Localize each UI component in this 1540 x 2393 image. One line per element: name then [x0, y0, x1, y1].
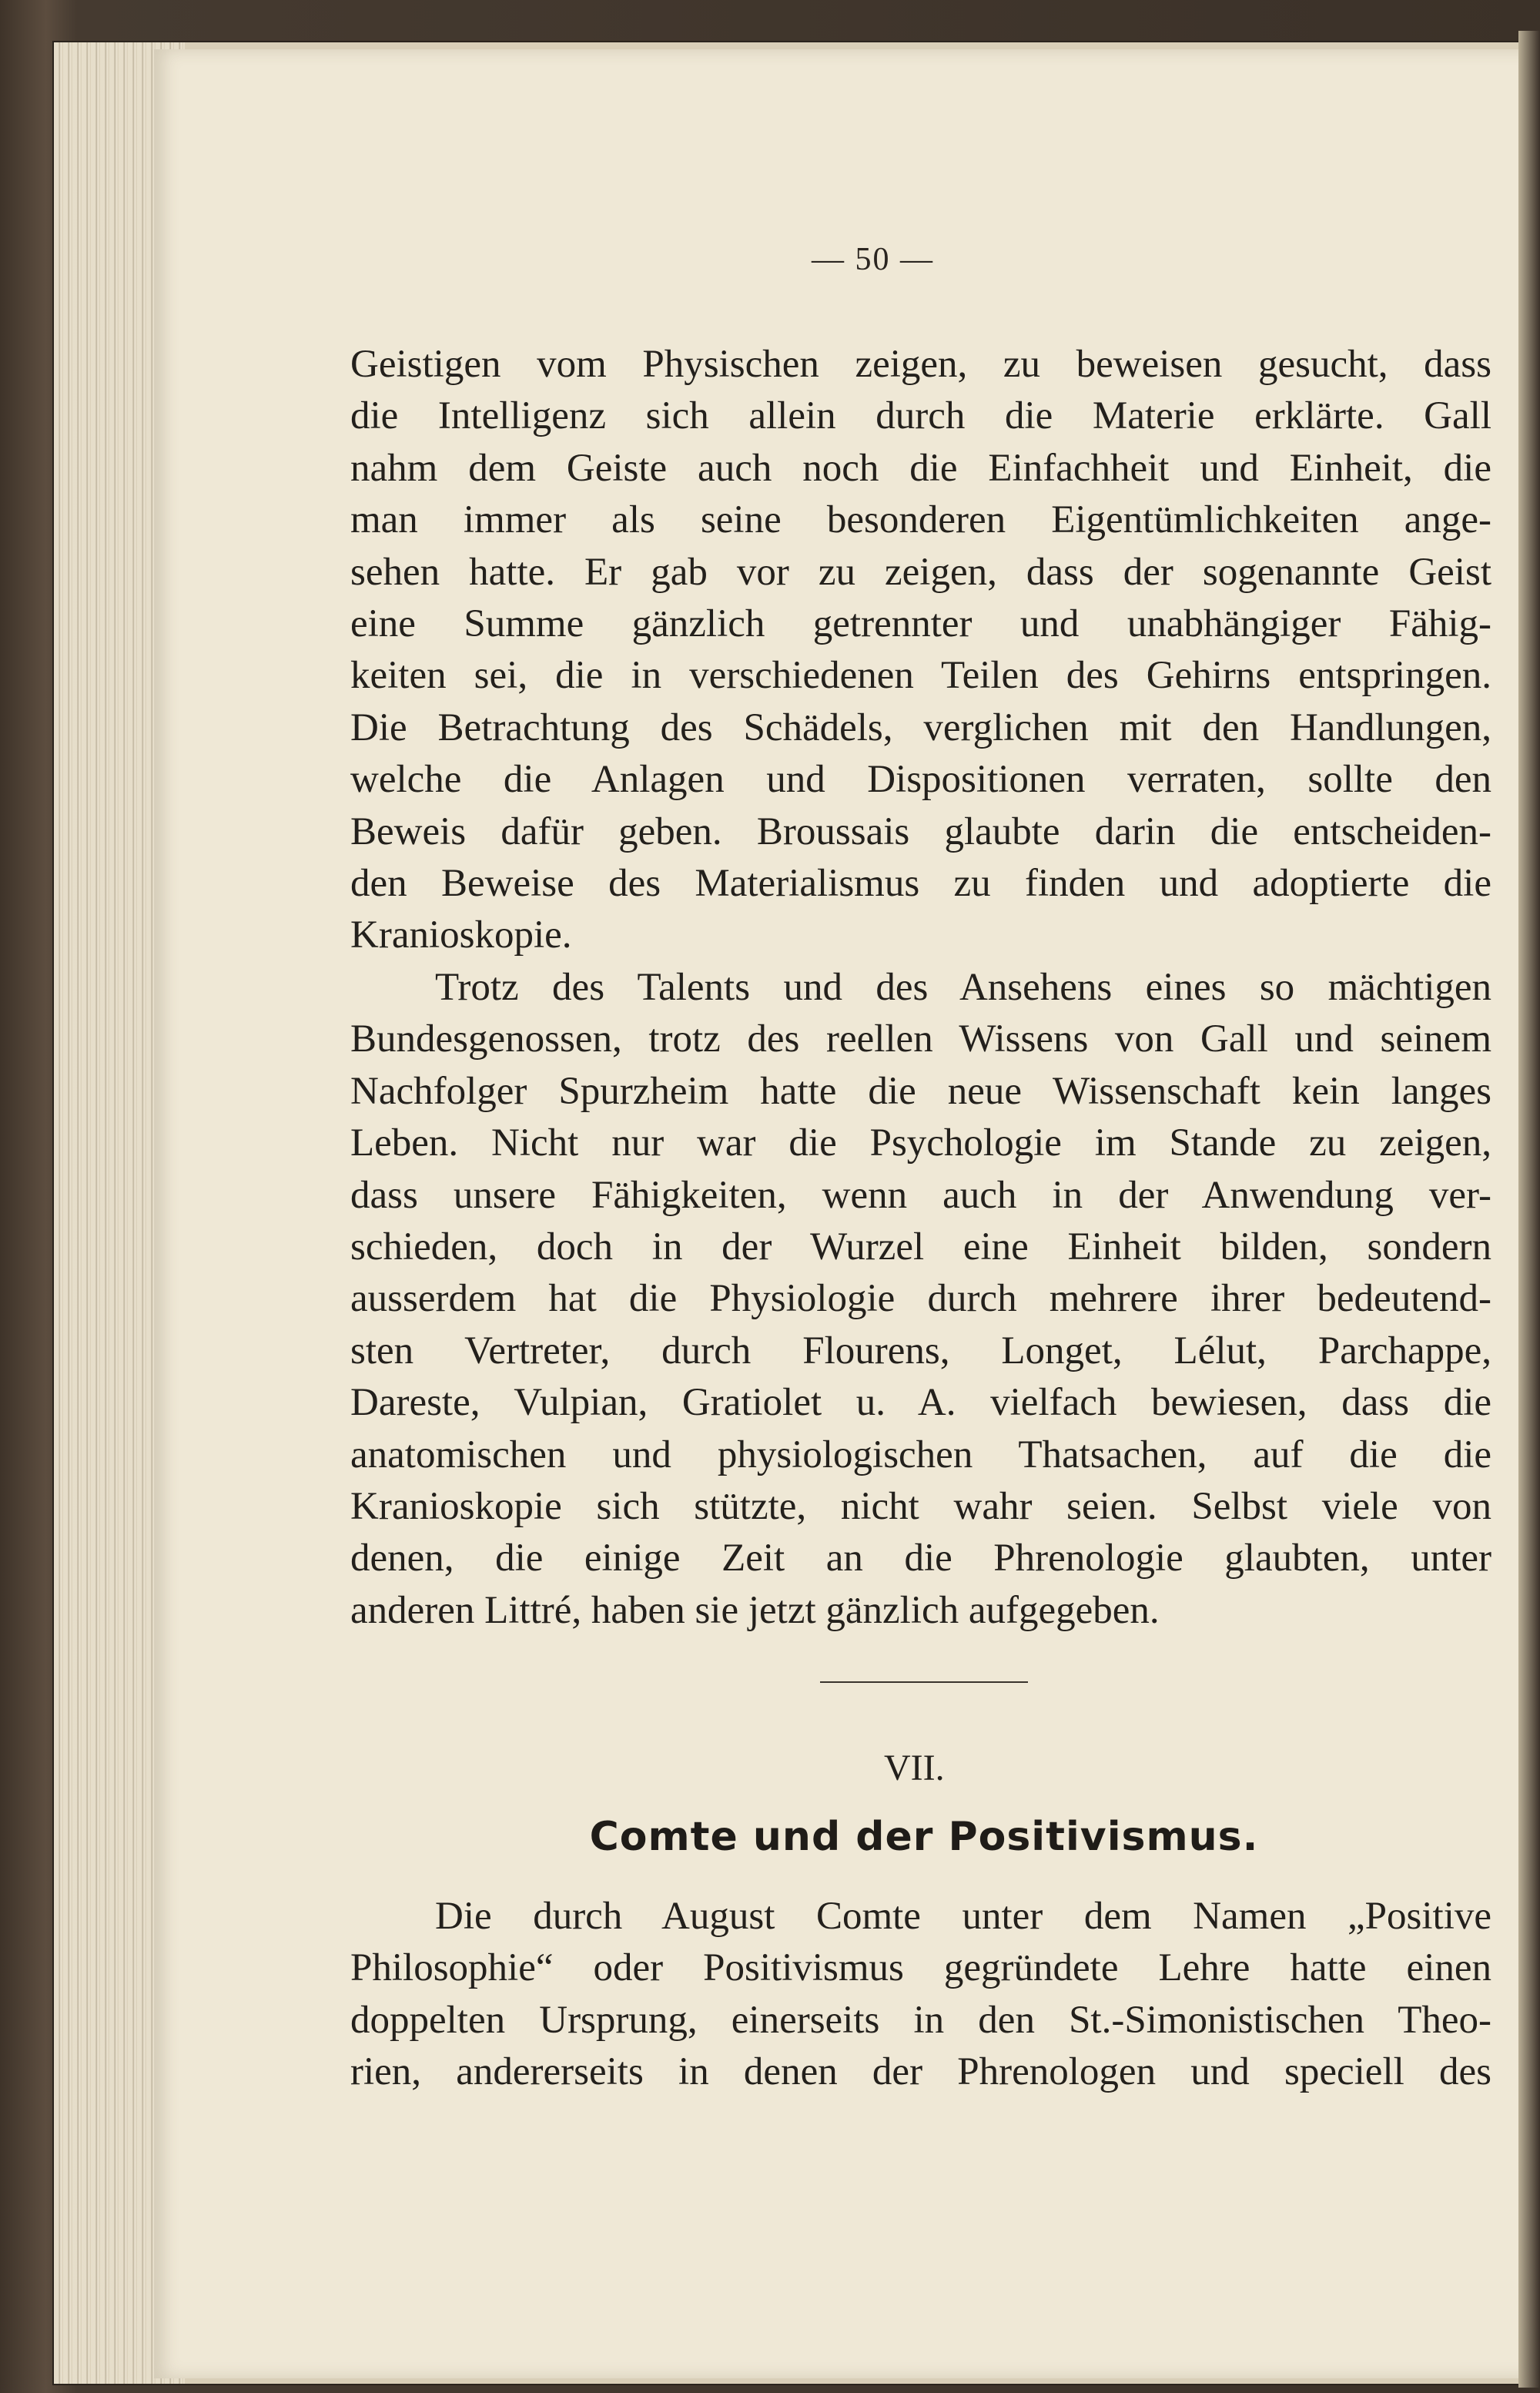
text-line: Nachfolger Spurzheim hatte die neue Wissenschaft kein langes: [350, 1069, 1491, 1113]
text-line: welche die Anlagen und Dispositionen verraten, sollte den: [350, 758, 1491, 802]
text-line: anatomischen und physiologischen Thatsachen, auf die die: [350, 1433, 1491, 1476]
text-line: rien, andererseits in denen der Phrenologen und speciell des: [350, 2050, 1491, 2094]
text-line: anderen Littré, haben sie jetzt gänzlich aufgegeben.: [350, 1588, 1160, 1632]
book-spine-edge: [1518, 31, 1540, 2388]
text-line: schieden, doch in der Wurzel eine Einheit bilden, sondern: [350, 1225, 1491, 1269]
text-line: man immer als seine besonderen Eigentümlichkeiten ange-: [350, 498, 1491, 542]
text-line: keiten sei, die in verschiedenen Teilen des Gehirns entspringen.: [350, 654, 1491, 698]
section-divider: [820, 1681, 1028, 1683]
text-line: Die Betrachtung des Schädels, verglichen mit den Handlungen,: [350, 705, 1491, 749]
text-line: nahm dem Geiste auch noch die Einfachheit und Einheit, die: [350, 446, 1491, 490]
text-line: sten Vertreter, durch Flourens, Longet, Lélut, Parchappe,: [350, 1329, 1491, 1372]
text-line: Bundesgenossen, trotz des reellen Wissens von Gall und seinem: [350, 1017, 1491, 1061]
text-line: sehen hatte. Er gab vor zu zeigen, dass der sogenannte Geist: [350, 550, 1491, 594]
text-line: Kranioskopie sich stützte, nicht wahr seien. Selbst viele von: [350, 1485, 1491, 1529]
chapter-number: VII.: [884, 1748, 945, 1788]
text-line: denen, die einige Zeit an die Phrenologie glaubten, unter: [350, 1537, 1491, 1580]
text-line: Dareste, Vulpian, Gratiolet u. A. vielfach bewiesen, dass die: [350, 1381, 1491, 1425]
paragraph-3: [350, 1891, 1491, 2099]
text-line: Geistigen vom Physischen zeigen, zu beweisen gesucht, dass: [350, 343, 1491, 386]
paragraph-1: [350, 339, 1491, 962]
paragraph-2: [350, 962, 1491, 1637]
text-line: Philosophie“ oder Positivismus gegründete Lehre hatte einen: [350, 1946, 1491, 1990]
text-line: Die durch August Comte unter dem Namen „Positive: [435, 1895, 1491, 1938]
text-line: Trotz des Talents und des Ansehens eines so mächtigen: [435, 966, 1491, 1009]
text-line: Beweis dafür geben. Broussais glaubte darin die entscheiden-: [350, 809, 1491, 853]
text-line: doppelten Ursprung, einerseits in den St.-Simonistischen Theo-: [350, 1998, 1491, 2042]
text-line: Kranioskopie.: [350, 913, 572, 957]
text-line: dass unsere Fähigkeiten, wenn auch in der Anwendung ver-: [350, 1173, 1491, 1217]
text-line: eine Summe gänzlich getrennter und unabhängiger Fähig-: [350, 602, 1491, 646]
page-number: — 50 —: [812, 242, 934, 277]
text-line: den Beweise des Materialismus zu finden und adoptierte die: [350, 862, 1491, 906]
text-line: die Intelligenz sich allein durch die Materie erklärte. Gall: [350, 394, 1491, 438]
chapter-title: Comte und der Positivismus.: [589, 1814, 1259, 1860]
text-line: Leben. Nicht nur war die Psychologie im Stande zu zeigen,: [350, 1121, 1491, 1165]
text-line: ausserdem hat die Physiologie durch mehrere ihrer bedeutend-: [350, 1277, 1491, 1321]
